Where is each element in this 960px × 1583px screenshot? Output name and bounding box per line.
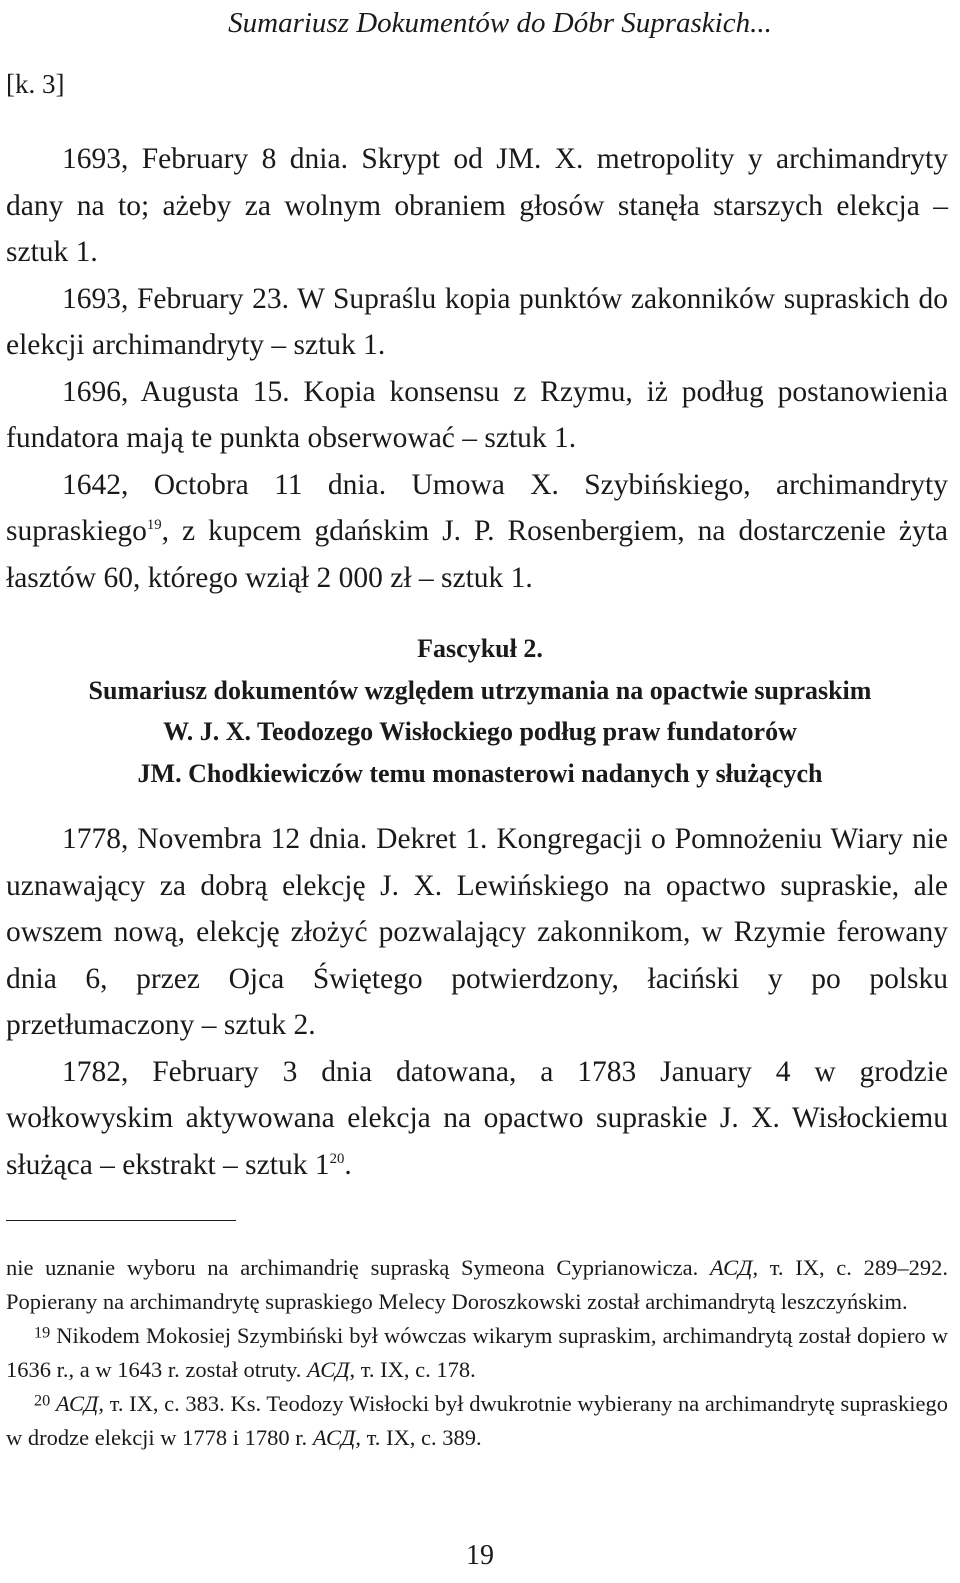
footnote-text: , т. IX, c. 389. [355, 1425, 482, 1450]
heading-line: Fascykuł 2. [417, 634, 543, 663]
entry-text: 1642, Octobra 11 dnia. Umowa X. Szybińskiego, archimandryty supraskiego [6, 468, 948, 547]
footnote-20 [6, 1387, 948, 1455]
footnote-19 [6, 1319, 948, 1387]
footnote-ref-20: 20 [329, 1150, 345, 1167]
entry-paragraph: 1778, Novembra 12 dnia. Dekret 1. Kongregacji o Pomnożeniu Wiary nie uznawający za dobrą elekcję J. X. Lewińskiego na opactwo supraskie, ale owszem nową, elekcję złożyć pozwalający zakonnikom, w Rzymie ferowany dnia 6, przez Ojca Świętego potwierdzony, łaciński y po polsku przetłumaczony – sztuk 2. [6, 823, 948, 1041]
entry-paragraph [6, 1049, 948, 1189]
entry-text: , z kupcem gdańskim J. P. Rosenbergiem, na dostarczenie żyta łasztów 60, którego wziął 2 000 zł – sztuk 1. [6, 515, 948, 594]
heading-line: Sumariusz dokumentów względem utrzymania na opactwie supraskim [88, 675, 872, 705]
entry-paragraph: 1696, Augusta 15. Kopia konsensu z Rzymu, iż podług postanowienia fundatora mają te punkta obserwować – sztuk 1. [6, 375, 948, 454]
entry-paragraph: 1693, February 23. W Supraślu kopia punktów zakonników supraskich do elekcji archimandryty – sztuk 1. [6, 282, 948, 361]
footnote-text: nie uznanie wyboru na archimandrię supraską Symeona Cyprianowicza. [6, 1255, 710, 1280]
section-heading [0, 628, 960, 794]
entry-text: 1782, February 3 dnia datowana, a 1783 January 4 w grodzie wołkowyskim aktywowana elekcja na opactwo supraskie J. X. Wisłockiemu służąca – ekstrakt – sztuk 1 [6, 1055, 948, 1181]
footnote-number: 19 [34, 1323, 51, 1342]
entry-paragraph [6, 462, 948, 602]
footnote-separator [6, 1220, 236, 1221]
page-number: 19 [466, 1540, 494, 1571]
entries-bottom [6, 816, 948, 1188]
footnote-continuation [6, 1251, 948, 1319]
folio-marker: [k. 3] [6, 69, 65, 99]
footnote-text: , т. IX, c. 383. Ks. Teodozy Wisłocki był dwukrotnie wybierany na archimandrytę supraskiego w drodze elekcji w 1778 i 1780 r. [6, 1391, 948, 1450]
footnote-text: , т. IX, c. 289–292. Popierany na archimandrytę supraskiego Melecy Doroszkowski został archimandrytą leszczyńskim. [6, 1255, 948, 1314]
footnotes [6, 1251, 948, 1455]
running-head: Sumariusz Dokumentów do Dóbr Supraskich... [228, 7, 772, 39]
footnote-abbr: АСД [307, 1357, 350, 1382]
footnote-abbr: АСД [709, 1255, 753, 1280]
footnote-number: 20 [34, 1391, 51, 1410]
footnote-abbr: АСД [55, 1391, 99, 1416]
footnote-text: , т. IX, c. 178. [349, 1357, 476, 1382]
heading-line: W. J. X. Teodozego Wisłockiego podług praw fundatorów [163, 717, 797, 746]
entry-text: . [344, 1148, 352, 1181]
footnote-text: Nikodem Mokosiej Szymbiński był wówczas wikarym supraskim, archimandrytą został dopiero w 1636 r., a w 1643 r. został otruty. [6, 1323, 948, 1382]
entries-top [6, 136, 948, 601]
heading-line: JM. Chodkiewiczów temu monasterowi nadanych y służących [137, 758, 823, 788]
entry-paragraph: 1693, February 8 dnia. Skrypt od JM. X. metropolity y archimandryty dany na to; ażeby za wolnym obraniem głosów stanęła starszych elekcja – sztuk 1. [6, 143, 948, 268]
footnote-abbr: АСД [312, 1425, 356, 1450]
footnote-ref-19: 19 [146, 516, 162, 533]
